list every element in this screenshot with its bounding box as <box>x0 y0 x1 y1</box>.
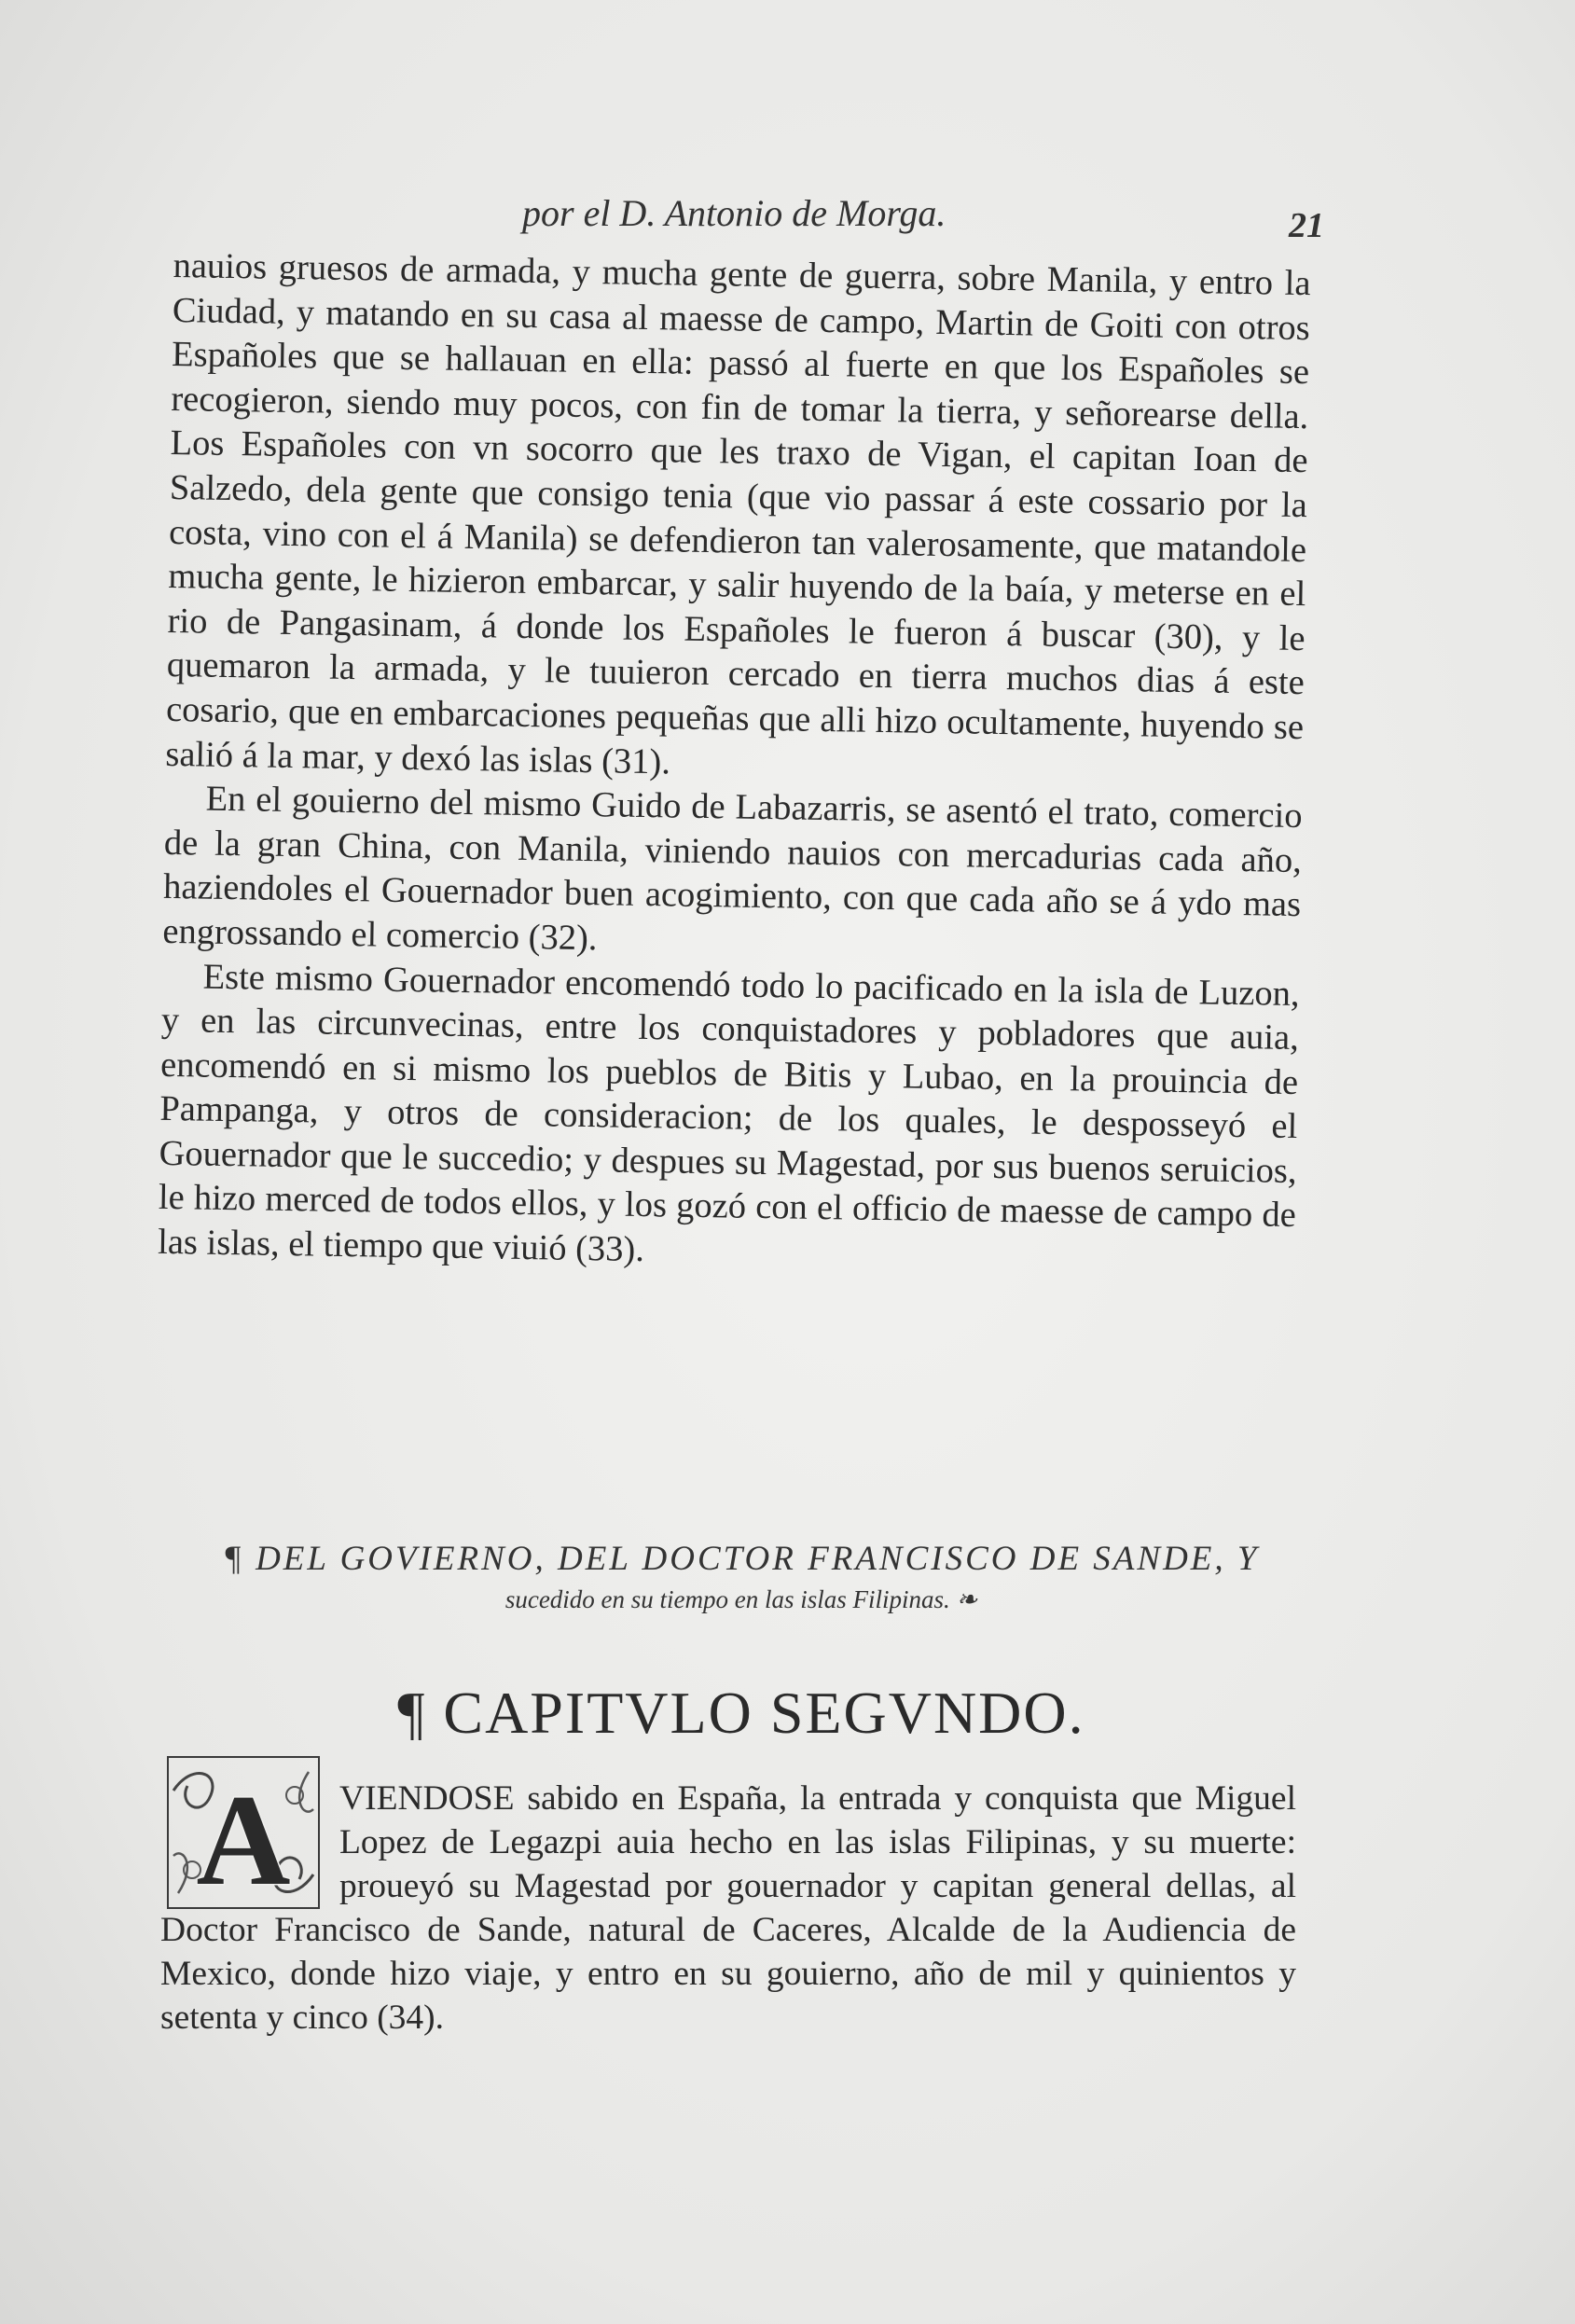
paragraph-2: En el gouierno del mismo Guido de Labazarris, se asentó el trato, comercio de la gran China, con Manila, viniendo nauios con mercadurias cada año, haziendoles el Gouernador buen acogimiento, con que cada año se á ydo mas engrossando el comercio (32). <box>162 779 1303 959</box>
paragraph-3: Este mismo Gouernador encomendó todo lo pacificado en la isla de Luzon, y en las circunvecinas, entre los conquistadores y pobladores que auia, encomendó en si mismo los pueblos de Bitis y Lubao, en la prouincia de Pampanga, y otros de consideracion; de los quales, le desposseyó el Gouernador que le succedio; y despues su Magestad, por sus buenos seruicios, le hizo merced de todos ellos, y los gozó con el officio de maesse de campo de las islas, el tiempo que viuió (33). <box>157 957 1300 1270</box>
section-subheading: sucedido en su tiempo en las islas Filipinas. ❧ <box>504 1585 978 1613</box>
chapter-text-block <box>160 1777 1296 2040</box>
running-head: por el D. Antonio de Morga. <box>522 192 946 234</box>
paragraph-1: nauios gruesos de armada, y mucha gente de guerra, sobre Manila, y entro la Ciudad, y matando en su casa al maesse de campo, Martin de Goiti con otros Españoles que se hallauan en ella: passó al fuerte en que los Españoles se recogieron, siendo muy pocos, con fin de tomar la tierra, y señorearse della. Los Españoles con vn socorro que les traxo de Vigan, el capitan Ioan de Salzedo, dela gente que consigo tenia (que vio passar á este cossario por la costa, vino con el á Manila) se defendieron tan valerosamente, que matandole mucha gente, le hizieron embarcar, y salir huyendo de la baía, y meterse en el rio de Pangasinam, á donde los Españoles le fueron á buscar (30), y le quemaron la armada, y le tuuieron cercado en tierra muchos dias á este cosario, que en embarcaciones pequeñas que alli hizo ocultamente, huyendo se salió á la mar, y dexó las islas (31). <box>165 245 1311 782</box>
body-text <box>158 244 1311 1283</box>
chapter-title: ¶ CAPITVLO SEGVNDO. <box>397 1680 1085 1746</box>
ornamental-initial-icon <box>164 1753 323 1912</box>
page-number: 21 <box>1289 206 1324 245</box>
initial-letter: A <box>196 1768 291 1912</box>
chapter-paragraph: VIENDOSE sabido en España, la entrada y conquista que Miguel Lopez de Legazpi auia hecho en las islas Filipinas, y su muerte: proueyó su Magestad por gouernador y capitan general dellas, al Doctor Francisco de Sande, natural de Caceres, Alcalde de la Audiencia de Mexico, donde hizo viaje, y entro en su gouierno, año de mil y quinientos y setenta y cinco (34). <box>160 1779 1296 2037</box>
section-heading: ¶ DEL GOVIERNO, DEL DOCTOR FRANCISCO DE SANDE, Y <box>223 1540 1260 1578</box>
